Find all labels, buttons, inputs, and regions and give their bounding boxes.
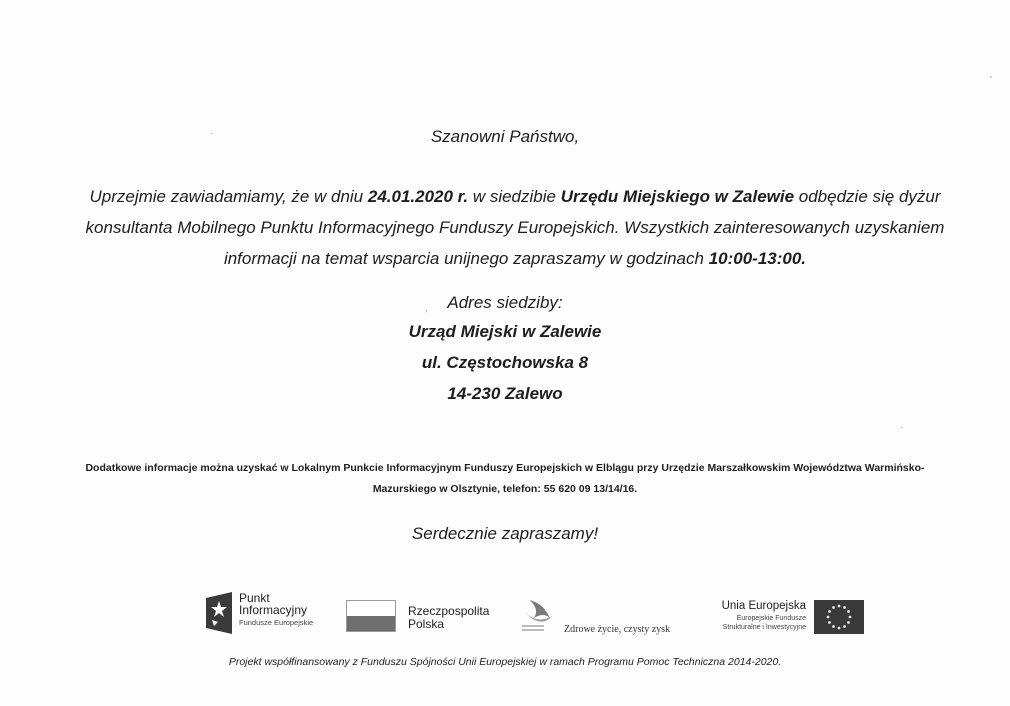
closing-line: Serdecznie zapraszamy! [411, 524, 599, 543]
additional-info: Dodatkowe informacje można uzyskać w Lokalnym Punkcie Informacyjnym Funduszy Europejskich w Elblągu przy Urzędzie Marszałkowskim Województwa Warmińsko-Mazurskiego w Olsztynie, telefon: 55 620 09 13/14/16. [85, 462, 925, 495]
office-name: Urzędu Miejskiego w Zalewie [560, 187, 795, 206]
address-line-2: ul. Częstochowska 8 [421, 353, 589, 372]
warmia-mazury-logo [520, 598, 690, 638]
greeting: Szanowni Państwo, [430, 127, 580, 146]
address-line-1: Urząd Miejski w Zalewie [408, 322, 602, 341]
ue-logo-line-1: Unia Europejska [721, 600, 806, 612]
punkt-logo-line-1: Punkt [239, 591, 270, 605]
address-line-3: 14-230 Zalewo [447, 384, 563, 403]
warmia-mazury-icon [520, 598, 562, 634]
ue-logo-line-3: Strukturalne i Inwestycyjne [722, 624, 806, 631]
warmia-slogan: Zdrowe życie, czysty zysk [564, 624, 671, 635]
rp-logo-line-2: Polska [408, 617, 445, 631]
unia-europejska-logo [700, 598, 866, 638]
notice-text-1: Uprzejmie zawiadamiamy, że w dniu [89, 187, 368, 206]
punkt-informacyjny-logo [206, 592, 336, 638]
rzeczpospolita-polska-logo [346, 597, 506, 637]
eu-flag-icon [814, 600, 864, 634]
footer-note: Projekt współfinansowany z Funduszu Spójności Unii Europejskiej w ramach Programu Pomoc Techniczna 2014-2020. [228, 656, 782, 668]
punkt-logo-line-2: Informacyjny [239, 603, 308, 617]
scan-speck: · [900, 422, 904, 433]
ue-logo-line-2: Europejskie Fundusze [736, 615, 806, 622]
rp-logo-line-1: Rzeczpospolita [408, 604, 490, 618]
event-hours: 10:00-13:00. [708, 249, 807, 268]
punkt-logo-line-3: Fundusze Europejskie [239, 618, 314, 627]
scan-speck: ' [990, 75, 992, 86]
notice-paragraph [55, 181, 975, 274]
polish-flag-icon [346, 600, 396, 632]
scan-speck: · [210, 128, 214, 139]
notice-text-3: odbędzie się dyżur konsultanta Mobilnego Punktu Informacyjnego Funduszy Europejskich. Wszystkich zainteresowanych uzyskaniem informacji na temat wsparcia unijnego zapraszamy w godzinach [85, 187, 945, 268]
scan-speck: , [425, 303, 428, 314]
punkt-informacyjny-icon [206, 592, 232, 634]
notice-text-2: w siedzibie [468, 187, 561, 206]
address-label: Adres siedziby: [447, 293, 563, 312]
event-date: 24.01.2020 r. [367, 187, 469, 206]
